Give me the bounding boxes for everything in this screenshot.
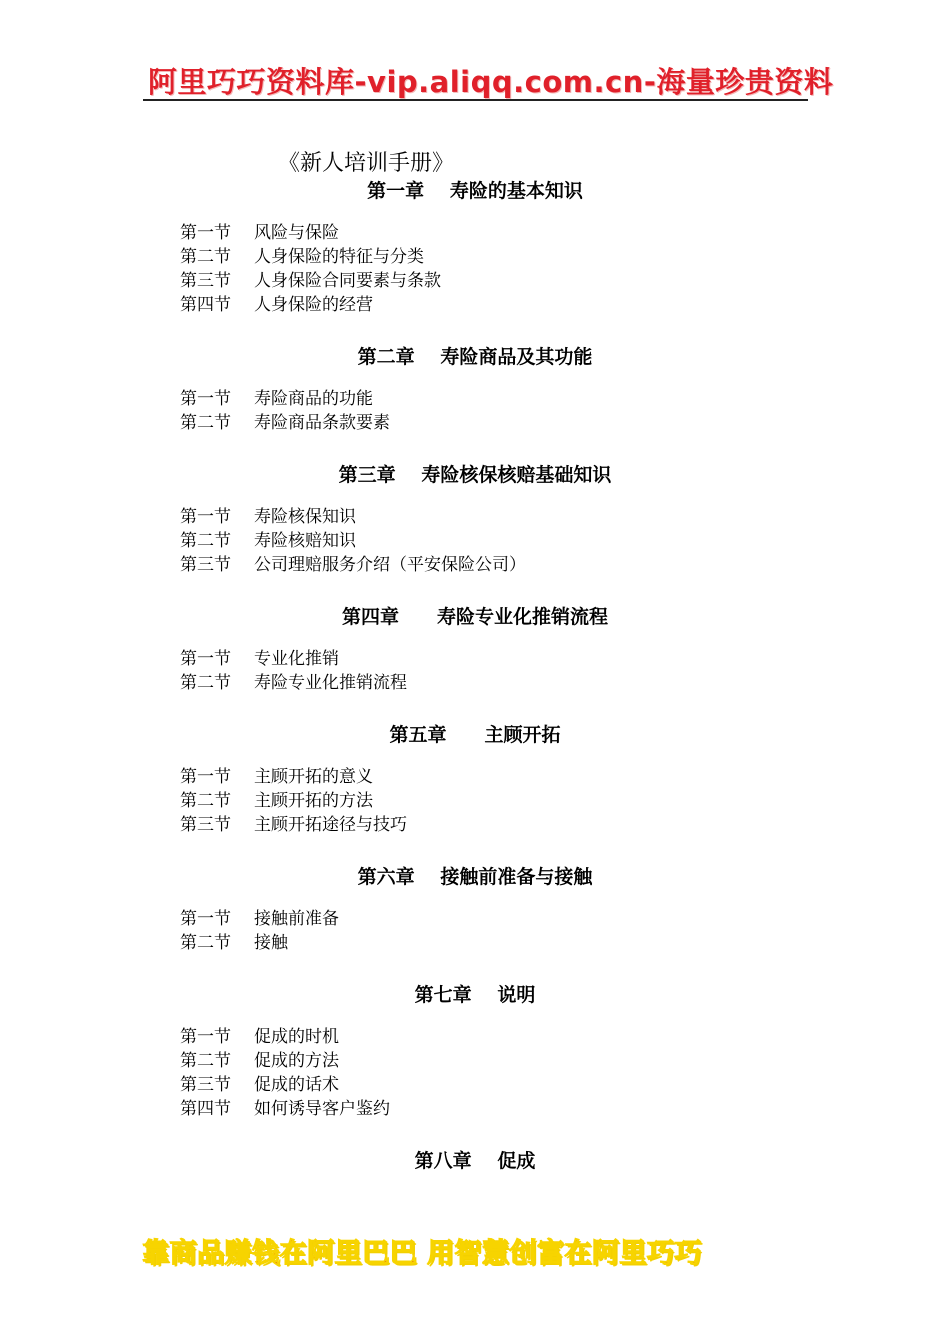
section-item: 第四节 人身保险的经营 bbox=[180, 295, 373, 315]
chapter-heading: 第八章 促成 bbox=[414, 1150, 536, 1172]
section-item: 第二节 人身保险的特征与分类 bbox=[180, 247, 424, 267]
section-item: 第二节 主顾开拓的方法 bbox=[180, 791, 373, 811]
section-item: 第一节 主顾开拓的意义 bbox=[180, 767, 373, 787]
section-item: 第一节 风险与保险 bbox=[180, 223, 339, 243]
section-item: 第四节 如何诱导客户鉴约 bbox=[180, 1099, 390, 1119]
section-item: 第三节 促成的话术 bbox=[180, 1075, 339, 1095]
chapter-heading: 第六章 接触前准备与接触 bbox=[357, 866, 593, 888]
chapter-heading: 第七章 说明 bbox=[414, 984, 536, 1006]
chapter-heading: 第一章 寿险的基本知识 bbox=[367, 180, 583, 202]
chapter-heading: 第四章 寿险专业化推销流程 bbox=[341, 606, 609, 628]
chapter-heading: 第五章 主顾开拓 bbox=[389, 724, 561, 746]
section-item: 第三节 公司理赔服务介绍（平安保险公司） bbox=[180, 555, 526, 575]
document-title: 《新人培训手册》 bbox=[278, 151, 455, 176]
section-item: 第一节 专业化推销 bbox=[180, 649, 339, 669]
section-item: 第三节 人身保险合同要素与条款 bbox=[180, 271, 441, 291]
section-item: 第二节 寿险专业化推销流程 bbox=[180, 673, 407, 693]
footer-banner: 靠商品赚钱在阿里巴巴 用智慧创富在阿里巧巧 bbox=[142, 1238, 702, 1269]
section-item: 第二节 寿险商品条款要素 bbox=[180, 413, 390, 433]
section-item: 第一节 接触前准备 bbox=[180, 909, 339, 929]
section-item: 第三节 主顾开拓途径与技巧 bbox=[180, 815, 407, 835]
section-item: 第二节 寿险核赔知识 bbox=[180, 531, 356, 551]
chapter-heading: 第三章 寿险核保核赔基础知识 bbox=[338, 464, 612, 486]
chapter-heading: 第二章 寿险商品及其功能 bbox=[357, 346, 593, 368]
header-banner: 阿里巧巧资料库-vip.aliqq.com.cn-海量珍贵资料 bbox=[148, 65, 834, 99]
header-divider bbox=[143, 99, 808, 101]
section-item: 第一节 促成的时机 bbox=[180, 1027, 339, 1047]
section-item: 第二节 促成的方法 bbox=[180, 1051, 339, 1071]
section-item: 第一节 寿险商品的功能 bbox=[180, 389, 373, 409]
section-item: 第一节 寿险核保知识 bbox=[180, 507, 356, 527]
section-item: 第二节 接触 bbox=[180, 933, 288, 953]
